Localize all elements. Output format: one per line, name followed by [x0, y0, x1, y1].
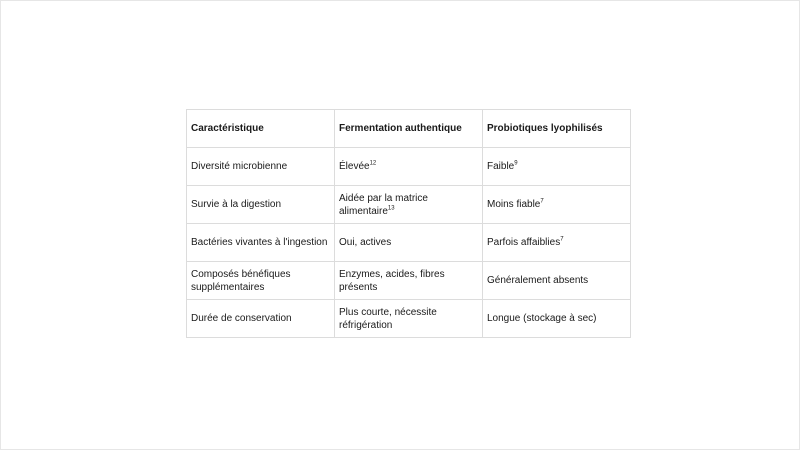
cell-text: Oui, actives: [339, 237, 392, 248]
cell-fermentation: [335, 224, 483, 262]
cell-fermentation: [335, 186, 483, 224]
cell-text: Moins fiable: [487, 199, 541, 210]
cell-text: Parfois affaiblies: [487, 237, 561, 248]
table-row: [187, 300, 631, 338]
cell-feature: Survie à la digestion: [187, 186, 335, 224]
footnote-ref: 7: [560, 236, 564, 243]
cell-probiotics: [483, 300, 631, 338]
cell-probiotics: [483, 148, 631, 186]
cell-text: Faible: [487, 161, 515, 172]
header-fermentation: Fermentation authentique: [335, 110, 483, 148]
footnote-ref: 13: [387, 205, 395, 212]
comparison-table: [186, 109, 631, 338]
cell-probiotics: [483, 224, 631, 262]
cell-fermentation: [335, 262, 483, 300]
cell-fermentation: [335, 148, 483, 186]
table-row: [187, 148, 631, 186]
cell-probiotics: [483, 262, 631, 300]
cell-text: Plus courte, nécessite réfrigération: [339, 306, 437, 331]
cell-feature: Composés bénéfiques supplémentaires: [187, 262, 335, 300]
footnote-ref: 7: [540, 198, 544, 205]
cell-fermentation: [335, 300, 483, 338]
cell-text: Aidée par la matrice alimentaire: [339, 192, 428, 217]
header-characteristic: Caractéristique: [187, 110, 335, 148]
cell-text: Longue (stockage à sec): [487, 313, 597, 324]
footnote-ref: 9: [514, 160, 518, 167]
table-header-row: [187, 110, 631, 148]
table-row: [187, 186, 631, 224]
cell-text: Élevée: [339, 161, 370, 172]
cell-feature: Bactéries vivantes à l'ingestion: [187, 224, 335, 262]
table-row: [187, 224, 631, 262]
cell-feature: Durée de conservation: [187, 300, 335, 338]
footnote-ref: 12: [369, 160, 377, 167]
cell-probiotics: [483, 186, 631, 224]
cell-text: Enzymes, acides, fibres présents: [339, 268, 445, 293]
table-row: [187, 262, 631, 300]
header-probiotics: Probiotiques lyophilisés: [483, 110, 631, 148]
cell-text: Généralement absents: [487, 275, 589, 286]
cell-feature: Diversité microbienne: [187, 148, 335, 186]
